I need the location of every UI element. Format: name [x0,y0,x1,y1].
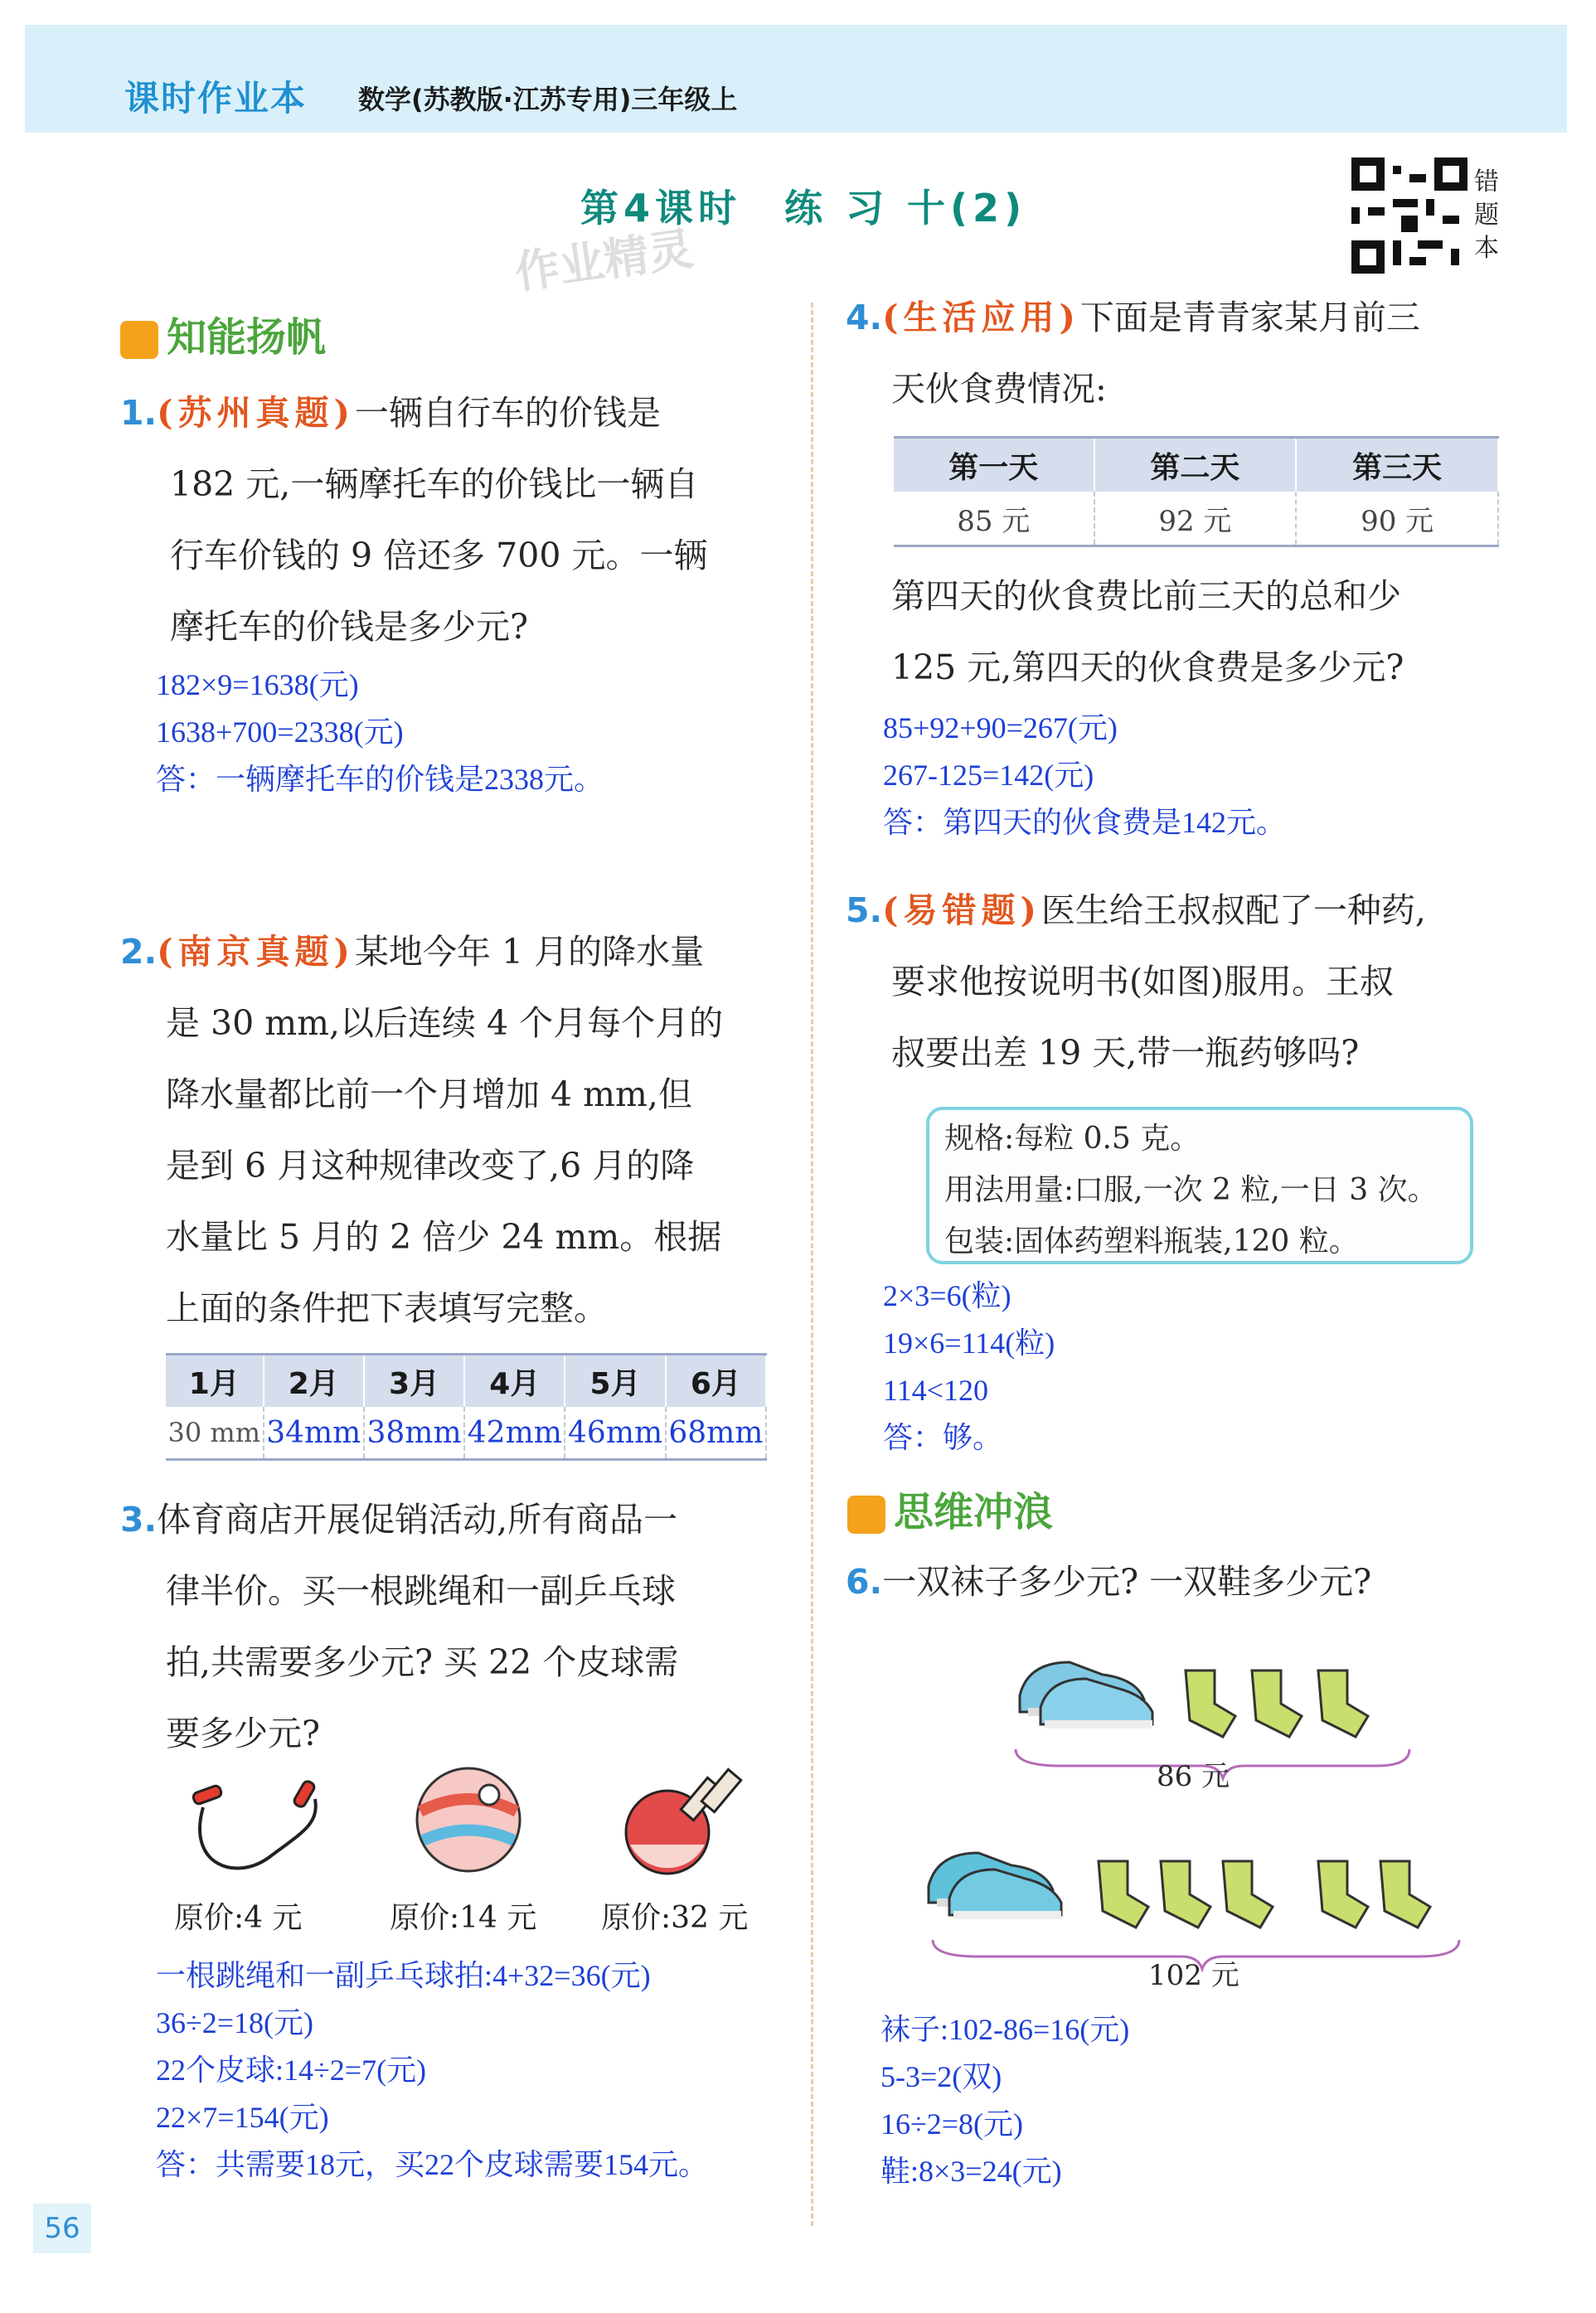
question-text: 是 30 mm,以后连续 4 个月每个月的 [166,1003,724,1043]
answer-3 [156,1952,708,2189]
instruction-line: 包装:固体药塑料瓶装,120 粒。 [944,1224,1359,1258]
sail-icon [120,321,158,359]
question-text: 第四天的伙食费比前三天的总和少 [891,576,1401,616]
question-number: 4. [846,298,883,337]
error-book-label [1474,166,1504,265]
answer-line: 267-125=142(元) [883,759,1094,792]
answer-line: 5-3=2(双) [880,2060,1002,2093]
question-text: 某地今年 1 月的降水量 [354,932,705,972]
question-text: 体育商店开展促销活动,所有商品一 [157,1500,678,1540]
total-price-label: 86 元 [1157,1760,1230,1793]
price-label: 原价:14 元 [390,1901,537,1935]
sock-icon [1186,1670,1368,1737]
question-text: 一双袜子多少元? 一双鞋多少元? [882,1562,1372,1602]
jump-rope-icon [187,1774,327,1882]
price-label: 原价:4 元 [174,1901,303,1935]
question-4 [846,282,1526,424]
question-number: 5. [846,890,883,930]
brand-title: 课时作业本 [124,78,308,119]
column-divider [811,303,813,2226]
wave-icon [847,1496,885,1534]
answer-line: 182×9=1638(元) [156,668,359,701]
question-tag: (生活应用) [882,298,1080,337]
answer-line: 22个皮球:14÷2=7(元) [156,2054,427,2087]
question-text: 水量比 5 月的 2 倍少 24 mm。根据 [166,1217,722,1257]
answer-line: 答：够。 [883,1421,1003,1454]
table-cell-answer: 42mm [464,1407,565,1460]
question-text: 上面的条件把下表填写完整。 [166,1288,608,1328]
question-text: 天伙食费情况: [891,369,1107,409]
answer-4 [883,705,1286,846]
table-cell-answer: 38mm [364,1407,464,1460]
price-label: 原价:32 元 [601,1901,749,1935]
question-3 [120,1484,783,1769]
book-subtitle: 数学(苏教版·江苏专用)三年级上 [358,84,738,115]
question-text: 医生给王叔叔配了一种药, [1041,890,1426,930]
question-text: 律半价。买一根跳绳和一副乒乓球 [166,1571,676,1611]
answer-line: 19×6=114(粒) [883,1326,1055,1360]
question-text: 要求他按说明书(如图)服用。王叔 [891,962,1394,1001]
section-heading-text: 思维冲浪 [894,1489,1054,1535]
question-tag: (易错题) [882,890,1041,930]
total-price-label: 102 元 [1148,1959,1239,1992]
question-number: 1. [120,393,158,433]
question-2 [120,916,783,1344]
rainfall-table [166,1353,767,1461]
answer-1 [156,662,604,803]
answer-line: 袜子:102-86=16(元) [880,2013,1130,2046]
question-tag: (南京真题) [157,932,355,972]
question-5 [846,875,1526,1089]
sneakers-icon [929,1853,1061,1915]
table-header-cell: 2月 [264,1355,364,1408]
instruction-line: 规格:每粒 0.5 克。 [944,1122,1201,1156]
instruction-line: 用法用量:口服,一次 2 粒,一日 3 次。 [944,1173,1438,1207]
question-text: 拍,共需要多少元? 买 22 个皮球需 [166,1642,679,1682]
answer-line: 36÷2=18(元) [156,2006,314,2039]
question-6 [846,1546,1526,1617]
question-4-continued [891,560,1546,703]
qr-label-char: 题 [1474,201,1499,230]
qr-label-char: 错 [1474,167,1499,196]
question-text: 182 元,一辆摩托车的价钱比一辆自 [170,464,699,504]
page-number: 56 [33,2204,91,2253]
answer-5 [883,1273,1055,1462]
lesson-title: 第4课时 练 习 十(2) [580,186,1027,230]
qr-code-icon[interactable] [1351,158,1467,274]
answer-line: 85+92+90=267(元) [883,711,1118,744]
answer-line: 1638+700=2338(元) [156,715,404,749]
qr-label-char: 本 [1474,234,1499,263]
table-header-cell: 3月 [364,1355,464,1408]
question-1 [120,377,783,662]
answer-line: 2×3=6(粒) [883,1279,1011,1312]
section-heading-text: 知能扬帆 [167,314,327,361]
table-header-cell: 5月 [565,1355,665,1408]
table-header-cell: 4月 [464,1355,565,1408]
question-text: 要多少元? [166,1714,320,1753]
table-header-cell: 第三天 [1296,438,1498,492]
ping-pong-paddles-icon [609,1762,759,1878]
question-text: 下面是青青家某月前三 [1079,298,1420,337]
answer-line: 答：第四天的伙食费是142元。 [883,806,1287,839]
table-cell-answer: 68mm [666,1407,766,1460]
table-cell: 85 元 [894,492,1094,546]
answer-line: 114<120 [883,1374,988,1407]
table-cell: 30 mm [166,1407,264,1460]
question-text: 一辆自行车的价钱是 [354,393,661,433]
table-header-cell: 1月 [166,1355,264,1408]
question-number: 2. [120,932,158,972]
question-text: 行车价钱的 9 倍还多 700 元。一辆 [170,536,708,575]
question-text: 125 元,第四天的伙食费是多少元? [891,647,1404,687]
section-heading-thinking [847,1480,1053,1537]
food-cost-table [894,436,1499,547]
table-cell-answer: 34mm [264,1407,364,1460]
section-heading-basic [120,305,326,362]
answer-line: 答：共需要18元，买22个皮球需要154元。 [156,2148,709,2181]
ball-icon [410,1762,526,1878]
question-text: 摩托车的价钱是多少元? [170,607,528,647]
medicine-instructions-box [926,1107,1473,1264]
table-header-cell: 第二天 [1094,438,1297,492]
question-number: 6. [846,1562,883,1602]
table-header-cell: 第一天 [894,438,1094,492]
table-cell-answer: 46mm [565,1407,665,1460]
sneakers-icon [1020,1662,1152,1724]
question-tag: (苏州真题) [157,393,355,433]
table-cell: 90 元 [1296,492,1498,546]
watermark-logo: 作业精灵 [512,222,696,299]
question-text: 叔要出差 19 天,带一瓶药够吗? [891,1033,1360,1073]
table-cell: 92 元 [1094,492,1297,546]
sock-icon [1099,1861,1430,1928]
table-header-cell: 6月 [666,1355,766,1408]
question-number: 3. [120,1500,158,1540]
answer-line: 鞋:8×3=24(元) [880,2155,1062,2188]
answer-line: 22×7=154(元) [156,2101,329,2134]
answer-line: 答：一辆摩托车的价钱是2338元。 [156,763,604,796]
question-text: 是到 6 月这种规律改变了,6 月的降 [166,1146,695,1186]
answer-line: 一根跳绳和一副乒乓球拍:4+32=36(元) [156,1959,651,1992]
answer-6 [880,2006,1129,2195]
question-text: 降水量都比前一个月增加 4 mm,但 [166,1074,692,1114]
answer-line: 16÷2=8(元) [880,2107,1024,2141]
